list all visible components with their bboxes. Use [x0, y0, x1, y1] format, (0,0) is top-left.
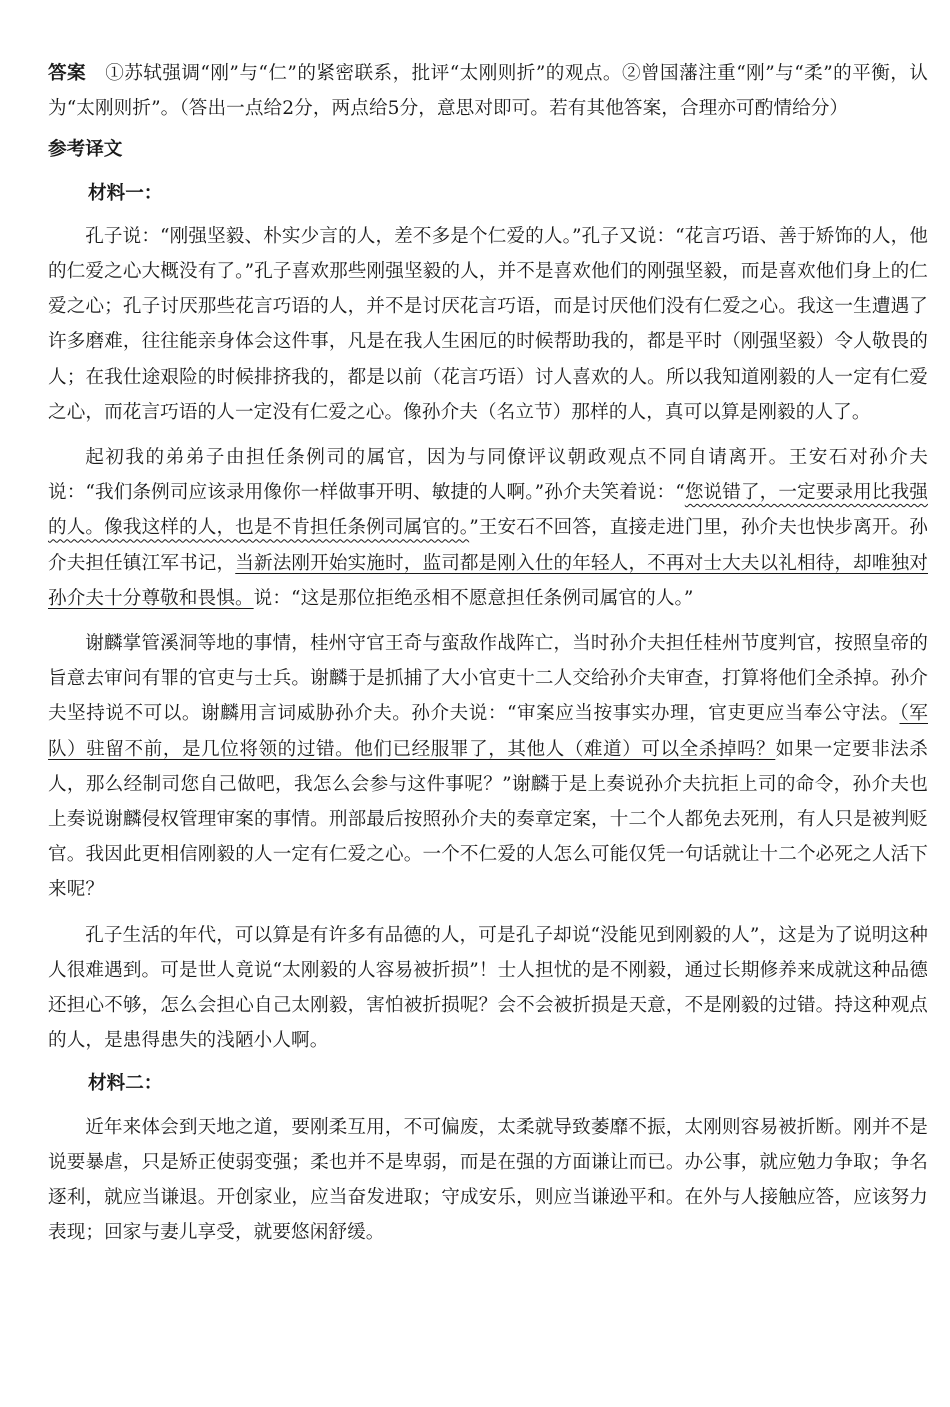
wavy-underlined-sentence: 您说错了，一定要录用比我强的人。像我这样的人，也是不肯担任条例司属官的。 — [48, 482, 928, 539]
answer-paragraph — [48, 56, 928, 126]
answer-label: 答案 — [48, 63, 87, 84]
paragraph-text: 说：“这是那位拒绝丞相不愿意担任条例司属官的人。” — [253, 587, 694, 609]
document-page — [48, 56, 928, 1407]
material1-paragraph-2 — [48, 440, 928, 616]
material1-title: 材料一： — [88, 182, 163, 204]
translation-heading: 参考译文 — [48, 139, 123, 161]
answer-text: ①苏轼强调“刚”与“仁”的紧密联系，批评“太刚则折”的观点。②曾国藩注重“刚”与“柔”的平衡，认为“太刚则折”。（答出一点给2分，两点给5分，意思对即可。若有其他答案，合理亦可酌情给分） — [48, 63, 928, 120]
paragraph-text: 谢麟掌管溪洞等地的事情，桂州守官王奇与蛮敌作战阵亡，当时孙介夫担任桂州节度判官，按照皇帝的旨意去审问有罪的官吏与士兵。谢麟于是抓捕了大小官吏十二人交给孙介夫审查，打算将他们全杀掉。孙介夫坚持说不可以。谢麟用言词威胁孙介夫。孙介夫说：“审案应当按事实办理，官吏更应当奉公守法。 — [48, 633, 928, 725]
material2-title: 材料二： — [88, 1073, 163, 1095]
material1-paragraph-4: 孔子生活的年代，可以算是有许多有品德的人，可是孔子却说“没能见到刚毅的人”，这是为了说明这种人很难遇到。可是世人竟说“太刚毅的人容易被折损”！士人担忧的是不刚毅，通过长期修养来成就这种品德还担心不够，怎么会担心自己太刚毅，害怕被折损呢？会不会被折损是天意，不是刚毅的过错。持这种观点的人，是患得患失的浅陋小人啊。 — [48, 924, 928, 1052]
underlined-sentence: （军队）驻留不前，是几位将领的过错。他们已经服罪了，其他人（难道）可以全杀掉吗？ — [48, 703, 928, 760]
paragraph-text: 如果一定要非法杀人，那么经制司您自己做吧，我怎么会参与这件事呢？”谢麟于是上奏说孙介夫抗拒上司的命令，孙介夫也上奏说谢麟侵权管理审案的事情。刑部最后按照孙介夫的奏章定案，十二个人都免去死刑，有人只是被判贬官。我因此更相信刚毅的人一定有仁爱之心。一个不仁爱的人怎么可能仅凭一句话就让十二个必死之人活下来呢？ — [48, 738, 928, 901]
material2-paragraph-1: 近年来体会到天地之道，要刚柔互用，不可偏废，太柔就导致萎靡不振，太刚则容易被折断。刚并不是说要暴虐，只是矫正使弱变强；柔也并不是卑弱，而是在强的方面谦让而已。办公事，就应勉力争取；争名逐利，就应当谦退。开创家业，应当奋发进取；守成安乐，则应当谦逊平和。在外与人接触应答，应该努力表现；回家与妻儿享受，就要悠闲舒缓。 — [48, 1116, 928, 1244]
underlined-sentence: 当新法刚开始实施时，监司都是刚入仕的年轻人，不再对士大夫以礼相待，却唯独对孙介夫十分尊敬和畏惧。 — [48, 552, 928, 609]
material1-paragraph-3 — [48, 626, 928, 908]
paragraph-text: ”王安石不回答，直接走进门里，孙介夫也快步离开。孙介夫担任镇江军书记， — [48, 517, 928, 574]
paragraph-text: 起初我的弟弟子由担任条例司的属官，因为与同僚评议朝政观点不同自请离开。王安石对孙介夫说：“我们条例司应该录用像你一样做事开明、敏捷的人啊。”孙介夫笑着说：“ — [48, 447, 928, 504]
material1-paragraph-1: 孔子说：“刚强坚毅、朴实少言的人，差不多是个仁爱的人。”孔子又说：“花言巧语、善于矫饰的人，他的仁爱之心大概没有了。”孔子喜欢那些刚强坚毅的人，并不是喜欢他们的刚强坚毅，而是喜欢他们身上的仁爱之心；孔子讨厌那些花言巧语的人，并不是讨厌花言巧语，而是讨厌他们没有仁爱之心。我这一生遭遇了许多磨难，往往能亲身体会这件事，凡是在我人生困厄的时候帮助我的，都是平时（刚强坚毅）令人敬畏的人；在我仕途艰险的时候排挤我的，都是以前（花言巧语）讨人喜欢的人。所以我知道刚毅的人一定有仁爱之心，而花言巧语的人一定没有仁爱之心。像孙介夫（名立节）那样的人，真可以算是刚毅的人了。 — [48, 225, 928, 423]
